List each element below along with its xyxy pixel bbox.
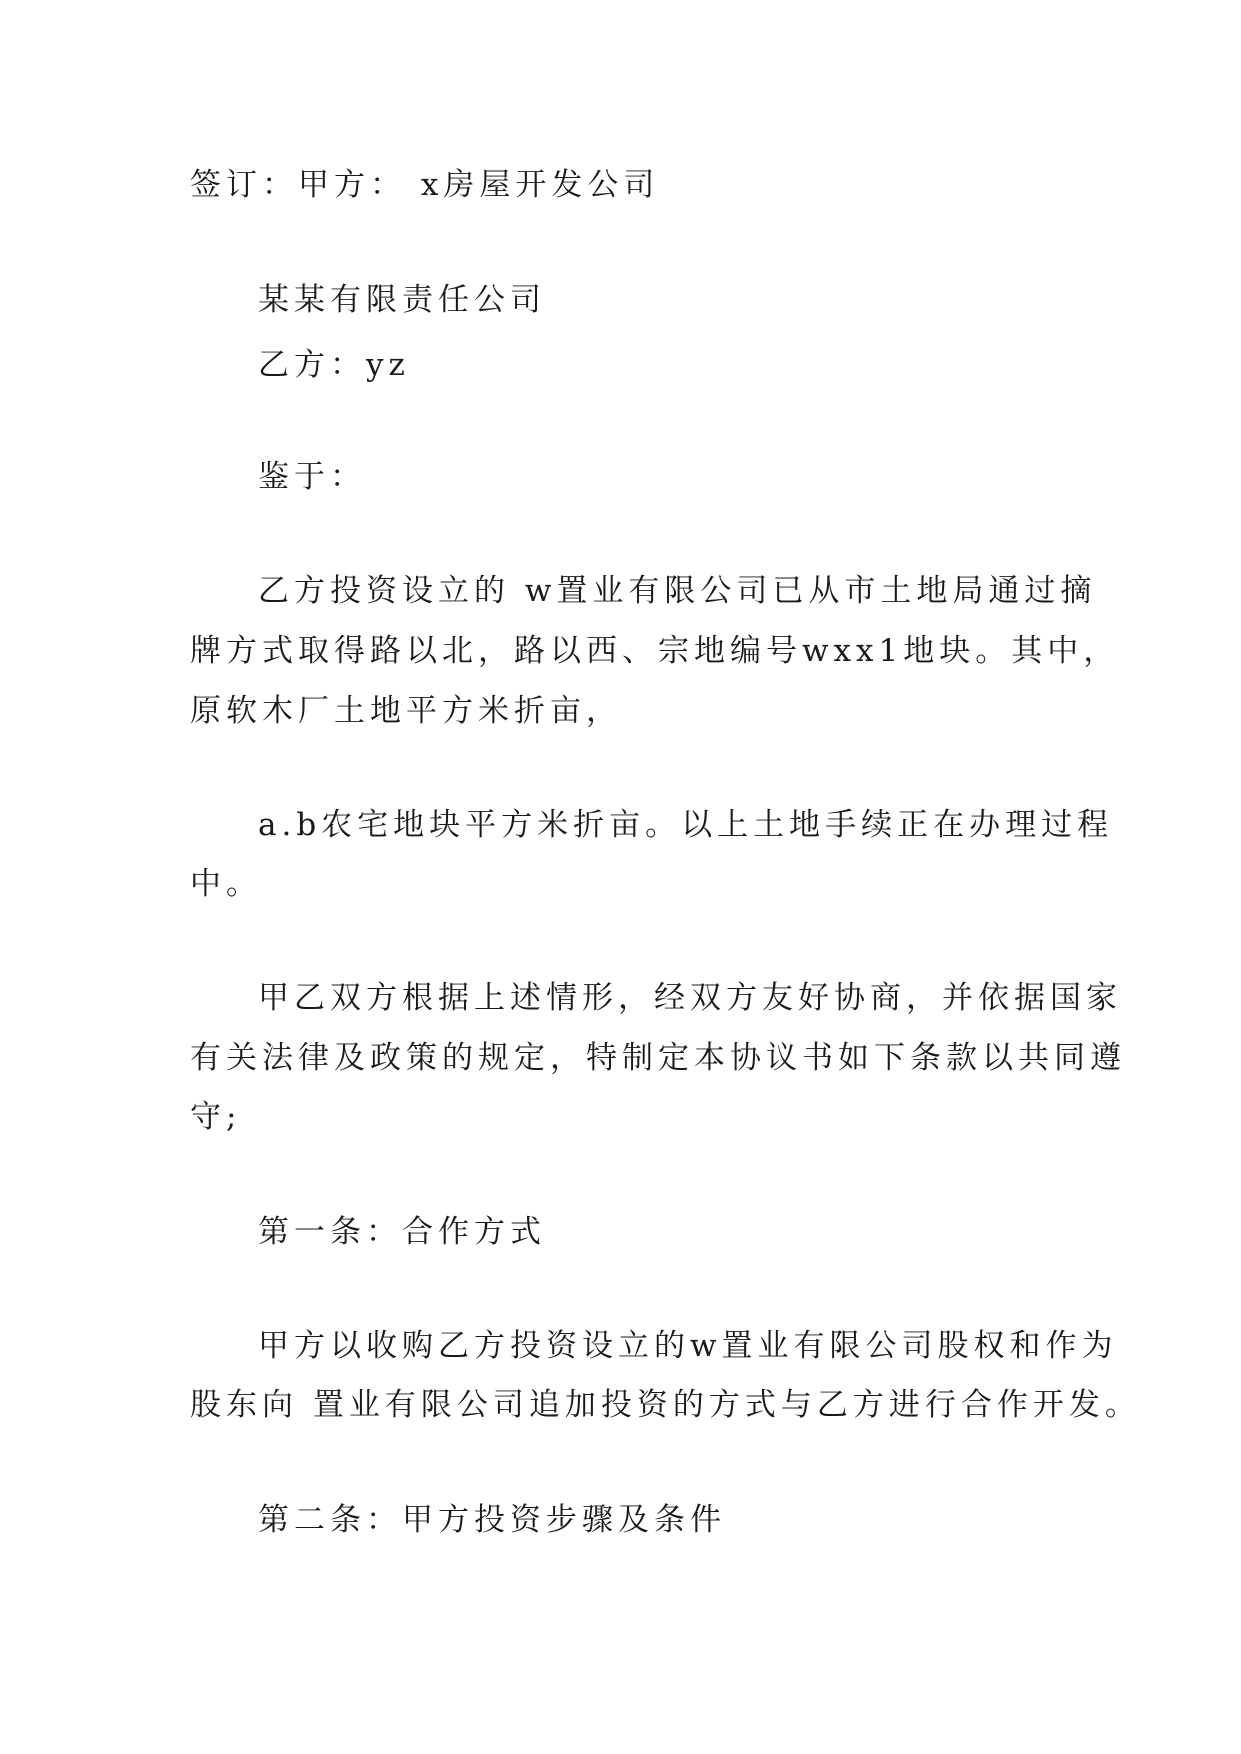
paragraph-line: 甲方以收购乙方投资设立的w置业有限公司股权和作为 bbox=[258, 1328, 1118, 1364]
paragraph-line: 乙方投资设立的 w置业有限公司已从市土地局通过摘 bbox=[258, 573, 1097, 609]
party-b-line: 乙方：yz bbox=[258, 347, 410, 383]
paragraph-line: 原软木厂土地平方米折亩， bbox=[190, 693, 622, 729]
paragraph-line: 有关法律及政策的规定，特制定本协议书如下条款以共同遵 bbox=[190, 1040, 1126, 1076]
paragraph-line: 中。 bbox=[190, 866, 262, 902]
whereas-heading: 鉴于： bbox=[258, 459, 366, 495]
company-name: 某某有限责任公司 bbox=[258, 282, 546, 318]
paragraph-line: a.b农宅地块平方米折亩。以上土地手续正在办理过程 bbox=[258, 807, 1114, 843]
signing-line: 签订：甲方： x房屋开发公司 bbox=[190, 167, 660, 203]
article-2-title: 第二条：甲方投资步骤及条件 bbox=[258, 1502, 726, 1538]
paragraph-line: 牌方式取得路以北，路以西、宗地编号wxx1地块。其中， bbox=[190, 633, 1120, 669]
paragraph-line: 守; bbox=[190, 1099, 242, 1135]
paragraph-line: 股东向 置业有限公司追加投资的方式与乙方进行合作开发。 bbox=[190, 1387, 1141, 1423]
paragraph-line: 甲乙双方根据上述情形，经双方友好协商，并依据国家 bbox=[258, 980, 1122, 1016]
article-1-title: 第一条：合作方式 bbox=[258, 1214, 546, 1250]
